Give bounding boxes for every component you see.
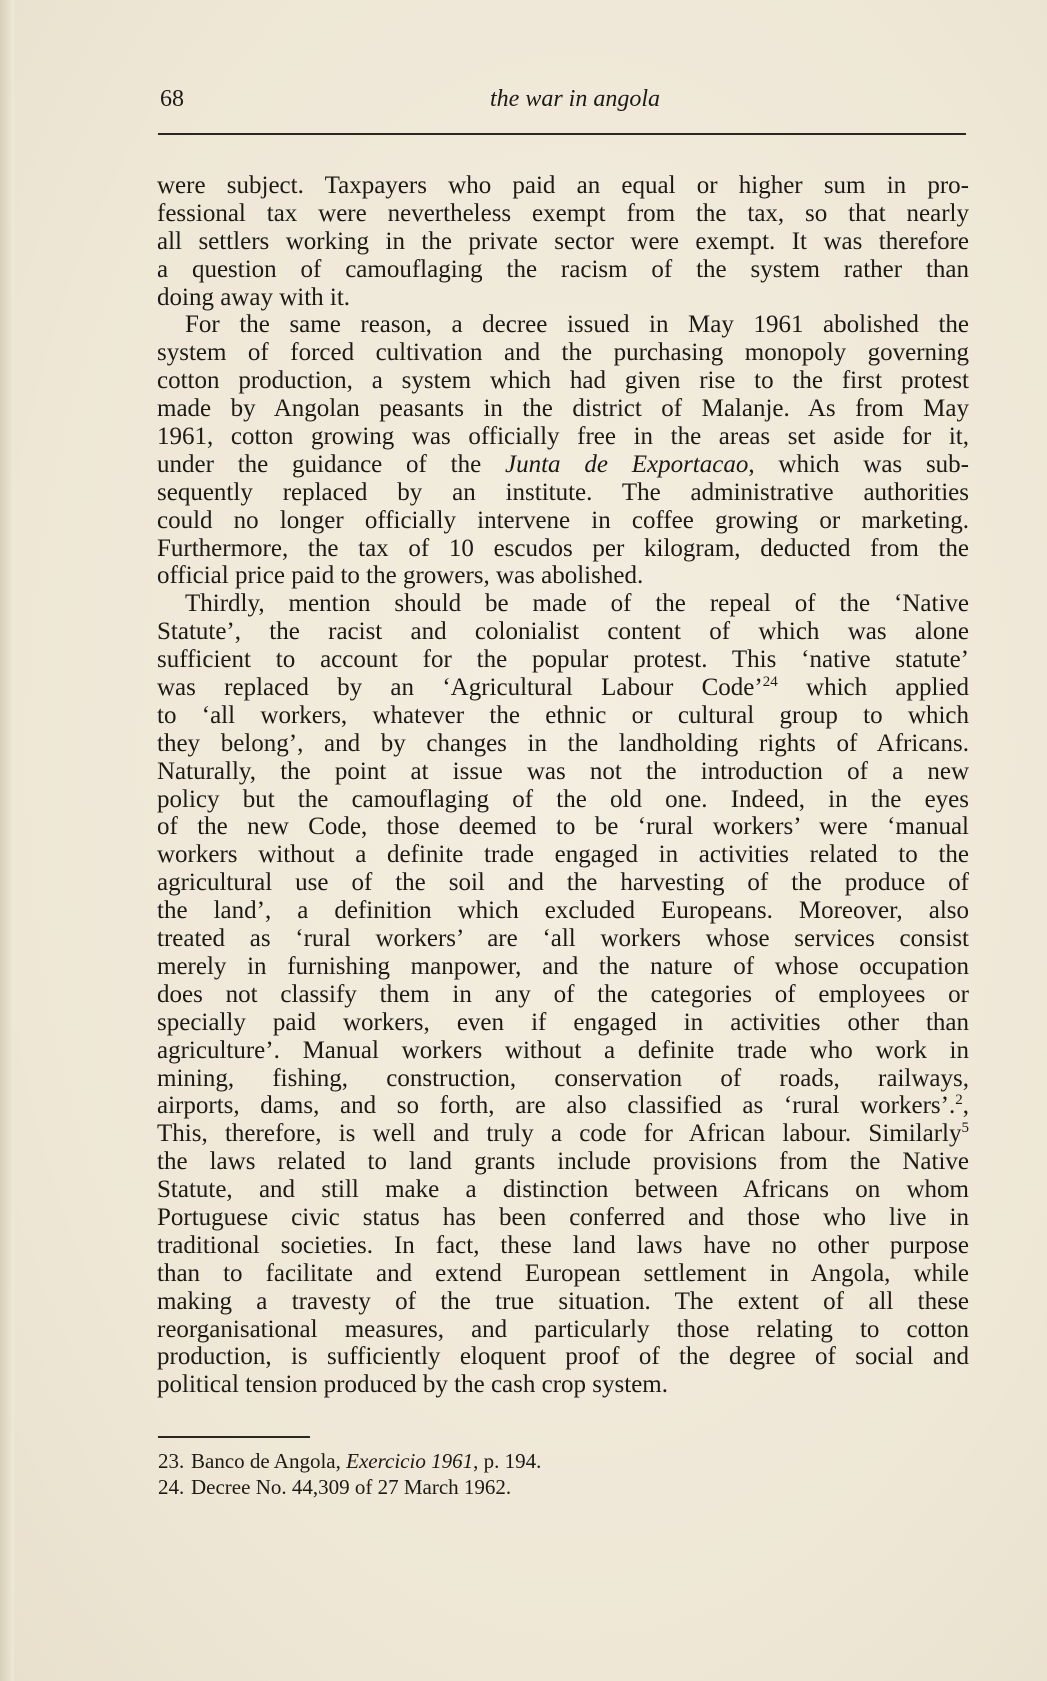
body-text [157, 172, 969, 1399]
running-head [160, 86, 966, 120]
text-line [157, 674, 969, 702]
text-line: all settlers working in the private sector were exempt. It was therefore [157, 227, 969, 255]
text-line: agricultural use of the soil and the harvesting of the produce of [157, 869, 969, 897]
text-line: official price paid to the growers, was abolished. [157, 562, 644, 590]
text-line [157, 1092, 969, 1120]
text-line: Portuguese civic status has been conferred and those who live in [157, 1203, 969, 1231]
footnote-item [158, 1474, 798, 1500]
text-line: system of forced cultivation and the purchasing monopoly governing [157, 339, 969, 367]
page-number: 68 [160, 86, 184, 112]
text-run: was replaced by an ‘Agricultural Labour Code’ [157, 674, 763, 702]
text-line: policy but the camouflaging of the old one. Indeed, in the eyes [157, 785, 969, 813]
text-line: specially paid workers, even if engaged in activities other than [157, 1008, 969, 1036]
text-line: making a travesty of the true situation. The extent of all these [157, 1287, 969, 1315]
text-line: treated as ‘rural workers’ are ‘all workers whose services consist [157, 925, 969, 953]
text-line [157, 451, 969, 479]
text-line: the laws related to land grants include provisions from the Native [157, 1148, 969, 1176]
text-run: airports, dams, and so forth, are also classified as ‘rural workers’. [157, 1092, 956, 1120]
text-line: sufficient to account for the popular protest. This ‘native statute’ [157, 646, 969, 674]
footnote-text: Decree No. 44,309 of 27 March 1962. [191, 1475, 512, 1499]
text-run: , [962, 1092, 969, 1120]
text-run: which applied [777, 674, 969, 702]
footnote-rule [158, 1436, 310, 1438]
text-line: mining, fishing, construction, conservation of roads, railways, [157, 1064, 969, 1092]
footnote-reference: 5 [961, 1120, 969, 1137]
italic-title: Junta de Exportacao [505, 450, 749, 478]
text-line: fessional tax were nevertheless exempt from the tax, so that nearly [157, 199, 969, 227]
running-title: the war in angola [490, 86, 661, 112]
text-line: than to facilitate and extend European settlement in Angola, while [157, 1259, 969, 1287]
text-line: Naturally, the point at issue was not the introduction of a new [157, 757, 969, 785]
footnote-item [158, 1448, 798, 1474]
text-line [157, 1120, 969, 1148]
text-line: Statute, and still make a distinction between Africans on whom [157, 1176, 969, 1204]
text-line: of the new Code, those deemed to be ‘rural workers’ were ‘manual [157, 813, 969, 841]
page-gutter-shadow [0, 0, 14, 1681]
footnote-italic-title: Exercicio 1961 [346, 1449, 474, 1473]
text-line: could no longer officially intervene in coffee growing or marketing. [157, 506, 969, 534]
footnote-text: , p. 194. [473, 1449, 542, 1473]
text-line: the land’, a definition which excluded Europeans. Moreover, also [157, 897, 969, 925]
text-line: Thirdly, mention should be made of the repeal of the ‘Native [185, 590, 969, 618]
text-line: For the same reason, a decree issued in May 1961 abolished the [185, 311, 969, 339]
header-rule [158, 133, 966, 135]
text-line: they belong’, and by changes in the landholding rights of Africans. [157, 729, 969, 757]
footnotes [158, 1448, 798, 1500]
text-line: does not classify them in any of the categories of employees or [157, 980, 969, 1008]
text-line: cotton production, a system which had given rise to the first protest [157, 367, 969, 395]
text-run: , which was sub- [748, 450, 969, 478]
text-line: were subject. Taxpayers who paid an equal or higher sum in pro- [157, 172, 969, 199]
text-line: Furthermore, the tax of 10 escudos per kilogram, deducted from the [157, 534, 969, 562]
text-run: under the guidance of the [157, 450, 505, 478]
text-line: doing away with it. [157, 283, 351, 311]
footnote-reference: 2 [955, 1092, 963, 1109]
text-run: This, therefore, is well and truly a code for African labour. Similarly [157, 1120, 962, 1148]
text-line: sequently replaced by an institute. The administrative authorities [157, 478, 969, 506]
text-line: 1961, cotton growing was officially free in the areas set aside for it, [157, 423, 969, 451]
footnote-number: 23. [158, 1449, 185, 1473]
footnote-number: 24. [158, 1475, 185, 1499]
text-line: workers without a definite trade engaged in activities related to the [157, 841, 969, 869]
footnote-reference: 24 [762, 674, 778, 691]
footnote-text: Banco de Angola, [191, 1449, 347, 1473]
text-line: to ‘all workers, whatever the ethnic or cultural group to which [157, 701, 969, 729]
text-line: production, is sufficiently eloquent proof of the degree of social and [157, 1343, 969, 1371]
text-line: made by Angolan peasants in the district of Malanje. As from May [157, 395, 969, 423]
text-line: Statute’, the racist and colonialist content of which was alone [157, 618, 969, 646]
text-line: reorganisational measures, and particularly those relating to cotton [157, 1315, 969, 1343]
text-line: traditional societies. In fact, these land laws have no other purpose [157, 1231, 969, 1259]
text-line: a question of camouflaging the racism of the system rather than [157, 255, 969, 283]
text-line: agriculture’. Manual workers without a definite trade who work in [157, 1036, 969, 1064]
text-line: merely in furnishing manpower, and the nature of whose occupation [157, 952, 969, 980]
text-line: political tension produced by the cash crop system. [157, 1371, 668, 1399]
